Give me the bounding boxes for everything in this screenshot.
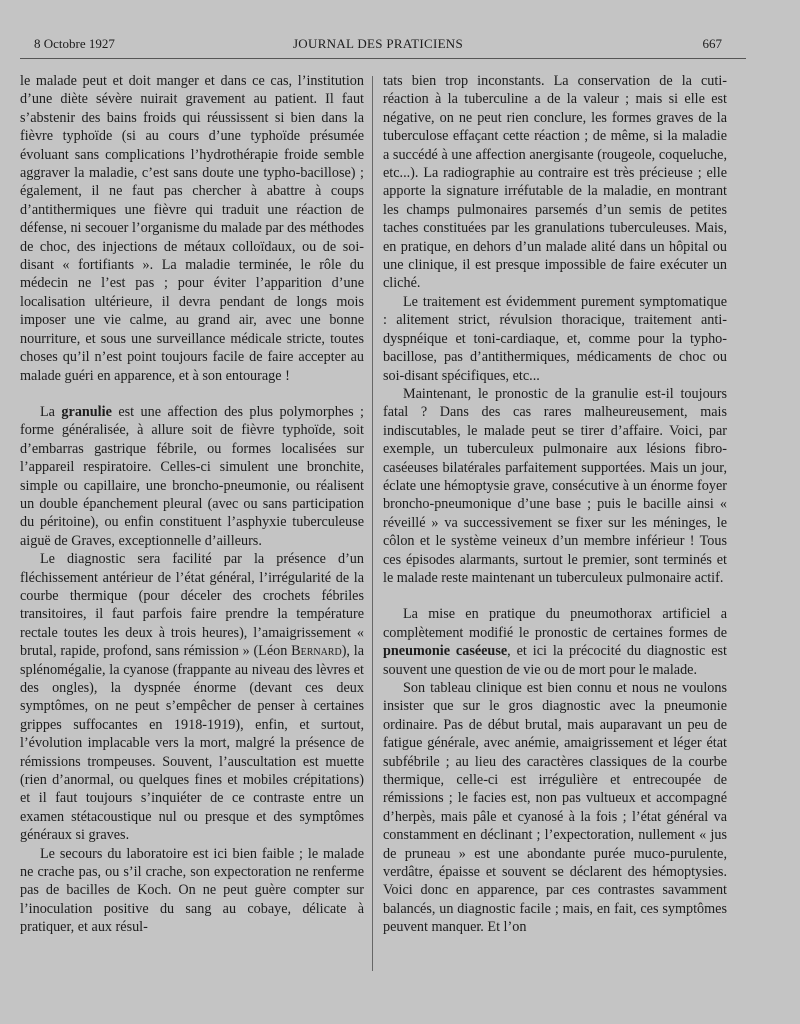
paragraph-prognosis: Maintenant, le pronostic de la granulie est-il toujours fatal ? Dans des cas rares malheureusement, mais indiscutables, le malade peut se tirer d’affaire. Voici, par exemple, un tuberculeux pulmonaire aux lésions fibro-caséeuses bilatérales parfaitement supportées. Mais un jour, éclate une hémoptysie grave, consécutive à un énorme foyer broncho-pneumonique d’une base ; puis le bacille ainsi « réveillé » va successivement se fixer sur les méninges, le côlon et le système veineux d’un membre inférieur ! Tous ces épisodes alarmants, surtout le premier, sont terminés et le malade reste maintenant un tuberculeux pulmonaire actif.	[383, 385, 727, 586]
right-column	[383, 72, 727, 937]
paragraph-diet-treatment: le malade peut et doit manger et dans ce cas, l’institution d’une diète sévère nuirait gravement au patient. Il faut s’abstenir des bains froids qui réussissent si bien dans la fièvre typhoïde (si au cours d’une typhoïde présumée évoluant sans complications l’hydrothérapie froide semble aggraver la maladie, c’est sans doute une typho-bacillose) ; également, il ne faut pas chercher à abattre à coups d’antithermiques une fièvre qui traduit une réaction de défense, ni secouer l’organisme du malade par des méthodes de choc, des injections de métaux colloïdaux, ou de soi-disant « fortifiants ». La maladie terminée, le rôle du médecin ne l’est pas ; pour éviter l’apparition d’une localisation ultérieure, il devra pendant de longs mois imposer une vie calme, au grand air, avec une bonne nourriture, et sous une surveillance médicale stricte, toutes choses qu’il n’est point toujours facile de faire accepter au malade guéri en apparence, et à son entourage !	[20, 73, 364, 384]
header-rule	[20, 58, 746, 59]
page-header	[34, 36, 722, 56]
column-divider	[372, 76, 373, 971]
pneumothorax-lead: La mise en pratique du pneumothorax artificiel a complètement modifié le pronostic de certaines formes de	[383, 606, 727, 641]
paragraph-pneumothorax	[383, 605, 727, 679]
paragraph-granulie-intro	[20, 403, 364, 550]
paragraph-clinical-picture: Son tableau clinique est bien connu et nous ne voulons insister que sur le gros diagnostic avec la pneumonie ordinaire. Pas de début brutal, mais auparavant un peu de fatigue générale, avec anémie, amaigrissement et léger état subfébrile ; au lieu des caractères classiques de la courbe thermique, celle-ci est irrégulière et entrecoupée de rémissions ; le facies est, non pas vultueux et accompagné d’herpès, mais pâle et cyanosé à la fois ; l’état général va constamment en déclinant ; l’expectoration, nullement « jus de pruneau » est une abondante purée muco-purulente, verdâtre, épaisse et souvent se déclarent des hémoptysies. Voici donc en apparence, par ces contrastes savamment balancés, un diagnostic facile ; mais, en fait, ces symptômes peuvent manquer. Et l’on	[383, 680, 727, 936]
journal-title: JOURNAL DES PRATICIENS	[292, 36, 464, 51]
paragraph-laboratory: Le secours du laboratoire est ici bien faible ; le malade ne crache pas, ou s’il crache, son expectoration ne renferme pas de bacilles de Koch. On ne peut guère compter sur l’inoculation positive du sang au cobaye, délicate à pratiquer, et aux résul-	[20, 845, 364, 936]
granulie-lead: La	[40, 403, 62, 420]
paragraph-diagnosis	[20, 550, 364, 845]
paragraph-radiography: tats bien trop inconstants. La conservation de la cuti-réaction à la tuberculine a de la valeur ; mais si elle est négative, on ne peut rien conclure, les formes graves de la tuberculose effaçant cette réaction ; de même, si la maladie a succédé à une affection anergisante (rougeole, coqueluche, etc...). La radiographie au contraire est très précieuse ; elle apporte la signature irréfutable de la maladie, en montrant les champs pulmonaires parsemés d’un semis de petites taches constituées par les granulations tuberculeuses. Mais, en pratique, en dehors d’un malade alité dans un hôpital ou une clinique, il est presque impossible de faire exécuter un cliché.	[383, 73, 727, 292]
keyword-pneumonie-caseeuse: pneumonie caséeuse	[383, 643, 508, 660]
diagnosis-start: Le diagnostic sera facilité par la présence d’un fléchissement antérieur de l’état général, l’irrégularité de la courbe thermique (pour déceler des crochets fébriles transitoires, il faut parfois faire prendre la température rectale toutes les deux à trois heures), l’amaigrissement « brutal, rapide, profond, sans rémission » (Léon	[20, 551, 364, 660]
diagnosis-end: ), la splénomégalie, la cyanose (frappante au niveau des lèvres et des ongles), la dyspnée énorme (devant ces deux symptômes, on ne peut s’empêcher de penser à certaines grippes suffocantes en 1918-1919), enfin, et surtout, l’évolution implacable vers la mort, malgré la présence de rémissions trompeuses. Souvent, l’auscultation est muette (rien d’anormal, ou quelques fines et mobiles crépitations) et il faut toujours s’inquiéter de ce contraste entre un examen stétacoustique nul ou presque et des symptômes généraux si graves.	[20, 643, 364, 844]
page-number: 667	[702, 36, 722, 51]
pneumothorax-rest: , et ici la précocité du diagnostic est souvent une question de vie ou de mort pour le malade.	[383, 643, 727, 678]
left-column	[20, 72, 364, 937]
author-bernard: Bernard	[291, 643, 342, 660]
header-date: 8 Octobre 1927	[34, 36, 115, 51]
keyword-granulie: granulie	[61, 403, 112, 420]
paragraph-treatment: Le traitement est évidemment purement symptomatique : alitement strict, révulsion thoracique, traitement anti-dyspnéique et toni-cardiaque, et, comme pour la typho-bacillose, pas d’antithermiques, médicaments de choc ou soi-disant spécifiques, etc...	[383, 293, 727, 384]
granulie-rest: est une affection des plus polymorphes ; forme généralisée, à allure soit de fièvre typhoïde, soit d’embarras gastrique fébrile, ou formes localisées sur l’appareil respiratoire. Celles-ci simulent une bronchite, simple ou capillaire, une broncho-pneumonie, ou réalisent un double épanchement pleural (avec ou sans participation du péritoine), ou enfin constituent l’asphyxie tuberculeuse aiguë de Graves, exceptionnelle d’ailleurs.	[20, 403, 364, 549]
